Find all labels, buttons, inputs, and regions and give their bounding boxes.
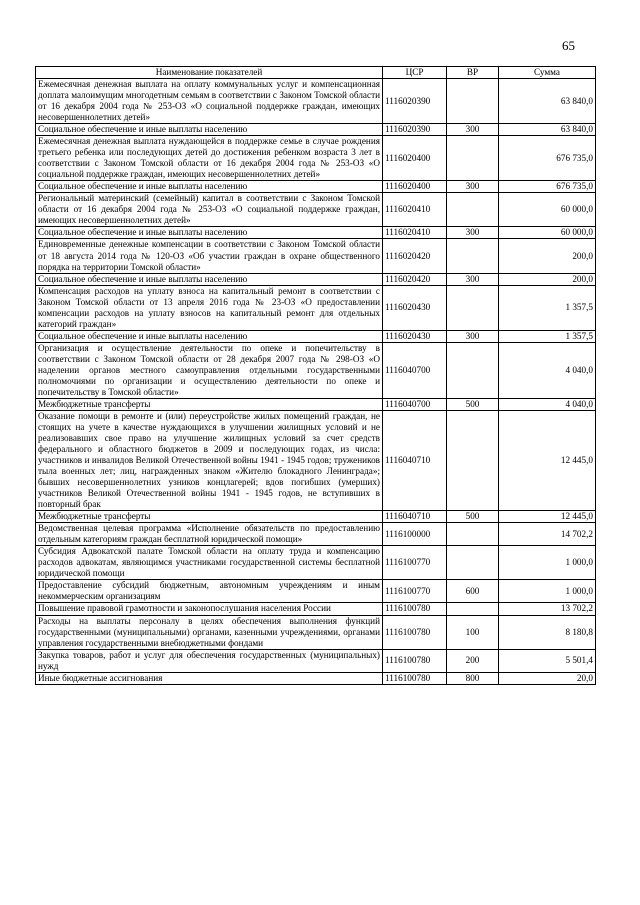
cell-csr: 1116100780 xyxy=(383,615,447,649)
cell-sum: 1 000,0 xyxy=(499,580,596,603)
cell-name: Оказание помощи в ремонте и (или) переустройстве жилых помещений граждан, не стоящих на учете в качестве нуждающихся в улучшении жилищных условий и не реализовавших свое право на улучшение жилищных условий за счет средств федерального и областного бюджетов в 2009 и последующих годах, из числа: участников и инвалидов Великой Отечественной войны 1941 - 1945 годов; тружеников тыла военных лет; лиц, награжденных знаком «Жителю блокадного Ленинграда»; бывших несовершеннолетних узников концлагерей; вдов погибших (умерших) участников Великой Отечественной войны 1941 - 1945 годов, не вступивших в повторный брак xyxy=(36,410,383,510)
header-sum: Сумма xyxy=(499,67,596,79)
table-row xyxy=(36,330,596,342)
cell-csr: 1116100000 xyxy=(383,523,447,546)
cell-name: Ежемесячная денежная выплата нуждающейся в поддержке семье в случае рождения третьего ребенка или последующих детей до достижения ребенком возраста 3 лет в соответствии с Законом Томской области от 16 декабря 2004 года № 253-ОЗ «О социальной поддержке граждан, имеющих несовершеннолетних детей» xyxy=(36,136,383,181)
cell-csr: 1116020430 xyxy=(383,285,447,330)
cell-csr: 1116100780 xyxy=(383,603,447,615)
cell-name: Социальное обеспечение и иные выплаты населению xyxy=(36,273,383,285)
table-row xyxy=(36,398,596,410)
cell-sum: 14 702,2 xyxy=(499,523,596,546)
cell-name: Межбюджетные трансферты xyxy=(36,511,383,523)
cell-name: Предоставление субсидий бюджетным, автономным учреждениям и иным некоммерческим организациям xyxy=(36,580,383,603)
cell-vr: 300 xyxy=(447,227,499,239)
cell-vr: 600 xyxy=(447,580,499,603)
cell-name: Закупка товаров, работ и услуг для обеспечения государственных (муниципальных) нужд xyxy=(36,649,383,672)
cell-vr xyxy=(447,79,499,124)
cell-sum: 63 840,0 xyxy=(499,79,596,124)
cell-name: Социальное обеспечение и иные выплаты населению xyxy=(36,181,383,193)
table-header-row xyxy=(36,67,596,79)
cell-name: Организация и осуществление деятельности по опеке и попечительству в соответствии с Законом Томской области от 28 декабря 2007 года № 298-ОЗ «О наделении органов местного самоуправления отдельными государственными полномочиями по организации и осуществлению деятельности по опеке и попечительству в Томской области» xyxy=(36,342,383,398)
cell-csr: 1116020410 xyxy=(383,193,447,227)
cell-csr: 1116100780 xyxy=(383,649,447,672)
cell-vr xyxy=(447,136,499,181)
cell-sum: 8 180,8 xyxy=(499,615,596,649)
cell-vr xyxy=(447,410,499,510)
cell-csr: 1116040710 xyxy=(383,511,447,523)
cell-csr: 1116020420 xyxy=(383,273,447,285)
cell-csr: 1116100770 xyxy=(383,580,447,603)
table-row xyxy=(36,546,596,580)
cell-csr: 1116020390 xyxy=(383,124,447,136)
cell-name: Социальное обеспечение и иные выплаты населению xyxy=(36,330,383,342)
table-row xyxy=(36,615,596,649)
cell-sum: 5 501,4 xyxy=(499,649,596,672)
cell-name: Межбюджетные трансферты xyxy=(36,398,383,410)
table-row xyxy=(36,580,596,603)
cell-vr xyxy=(447,193,499,227)
cell-vr: 300 xyxy=(447,124,499,136)
header-name: Наименование показателей xyxy=(36,67,383,79)
cell-sum: 12 445,0 xyxy=(499,511,596,523)
cell-vr: 300 xyxy=(447,273,499,285)
cell-vr: 100 xyxy=(447,615,499,649)
table-row xyxy=(36,649,596,672)
cell-csr: 1116040700 xyxy=(383,342,447,398)
header-vr: ВР xyxy=(447,67,499,79)
table-row xyxy=(36,181,596,193)
cell-csr: 1116020400 xyxy=(383,136,447,181)
header-csr: ЦСР xyxy=(383,67,447,79)
cell-vr xyxy=(447,523,499,546)
cell-sum: 4 040,0 xyxy=(499,398,596,410)
cell-vr: 500 xyxy=(447,511,499,523)
cell-csr: 1116040700 xyxy=(383,398,447,410)
cell-name: Субсидия Адвокатской палате Томской области на оплату труда и компенсацию расходов адвокатам, являющимся участниками государственной системы бесплатной юридической помощи xyxy=(36,546,383,580)
cell-vr: 500 xyxy=(447,398,499,410)
cell-sum: 200,0 xyxy=(499,239,596,273)
cell-vr xyxy=(447,342,499,398)
cell-name: Повышение правовой грамотности и законопослушания населения России xyxy=(36,603,383,615)
cell-csr: 1116100780 xyxy=(383,672,447,684)
cell-vr xyxy=(447,285,499,330)
cell-csr: 1116020430 xyxy=(383,330,447,342)
table-row xyxy=(36,136,596,181)
cell-sum: 676 735,0 xyxy=(499,136,596,181)
cell-name: Иные бюджетные ассигнования xyxy=(36,672,383,684)
cell-csr: 1116040710 xyxy=(383,410,447,510)
cell-vr xyxy=(447,603,499,615)
table-row xyxy=(36,603,596,615)
table-row xyxy=(36,672,596,684)
cell-vr: 300 xyxy=(447,330,499,342)
cell-vr: 800 xyxy=(447,672,499,684)
cell-sum: 60 000,0 xyxy=(499,193,596,227)
cell-sum: 12 445,0 xyxy=(499,410,596,510)
cell-name: Социальное обеспечение и иные выплаты населению xyxy=(36,227,383,239)
cell-sum: 1 000,0 xyxy=(499,546,596,580)
cell-vr: 300 xyxy=(447,181,499,193)
cell-csr: 1116020390 xyxy=(383,79,447,124)
cell-sum: 13 702,2 xyxy=(499,603,596,615)
table-row xyxy=(36,342,596,398)
page-number: 65 xyxy=(562,38,575,53)
cell-csr: 1116020410 xyxy=(383,227,447,239)
table-row xyxy=(36,79,596,124)
cell-csr: 1116020400 xyxy=(383,181,447,193)
table-row xyxy=(36,410,596,510)
cell-sum: 4 040,0 xyxy=(499,342,596,398)
cell-name: Ежемесячная денежная выплата на оплату коммунальных услуг и компенсационная доплата малоимущим многодетным семьям в соответствии с Законом Томской области от 16 декабря 2004 года № 253-ОЗ «О социальной поддержке граждан, имеющих несовершеннолетних детей» xyxy=(36,79,383,124)
table-row xyxy=(36,227,596,239)
table-row xyxy=(36,511,596,523)
budget-table xyxy=(35,66,596,685)
cell-sum: 63 840,0 xyxy=(499,124,596,136)
cell-sum: 200,0 xyxy=(499,273,596,285)
table-row xyxy=(36,285,596,330)
cell-vr xyxy=(447,239,499,273)
table-row xyxy=(36,193,596,227)
cell-sum: 1 357,5 xyxy=(499,330,596,342)
cell-csr: 1116100770 xyxy=(383,546,447,580)
cell-sum: 20,0 xyxy=(499,672,596,684)
cell-name: Региональный материнский (семейный) капитал в соответствии с Законом Томской области от 16 декабря 2004 года № 253-ОЗ «О социальной поддержке граждан, имеющих несовершеннолетних детей» xyxy=(36,193,383,227)
table-row xyxy=(36,523,596,546)
cell-name: Компенсация расходов на уплату взноса на капитальный ремонт в соответствии с Законом Томской области от 13 апреля 2016 года № 23-ОЗ «О предоставлении компенсации расходов на уплату взносов на капитальный ремонт для отдельных категорий граждан» xyxy=(36,285,383,330)
cell-name: Расходы на выплаты персоналу в целях обеспечения выполнения функций государственными (муниципальными) органами, казенными учреждениями, органами управления государственными внебюджетными фондами xyxy=(36,615,383,649)
table-row xyxy=(36,239,596,273)
cell-csr: 1116020420 xyxy=(383,239,447,273)
cell-name: Единовременные денежные компенсации в соответствии с Законом Томской области от 18 августа 2014 года № 120-ОЗ «Об участии граждан в охране общественного порядка на территории Томской области» xyxy=(36,239,383,273)
table-row xyxy=(36,273,596,285)
cell-sum: 676 735,0 xyxy=(499,181,596,193)
table-row xyxy=(36,124,596,136)
cell-sum: 60 000,0 xyxy=(499,227,596,239)
cell-vr: 200 xyxy=(447,649,499,672)
cell-name: Социальное обеспечение и иные выплаты населению xyxy=(36,124,383,136)
cell-vr xyxy=(447,546,499,580)
cell-name: Ведомственная целевая программа «Исполнение обязательств по предоставлению отдельным категориям граждан бесплатной юридической помощи» xyxy=(36,523,383,546)
cell-sum: 1 357,5 xyxy=(499,285,596,330)
